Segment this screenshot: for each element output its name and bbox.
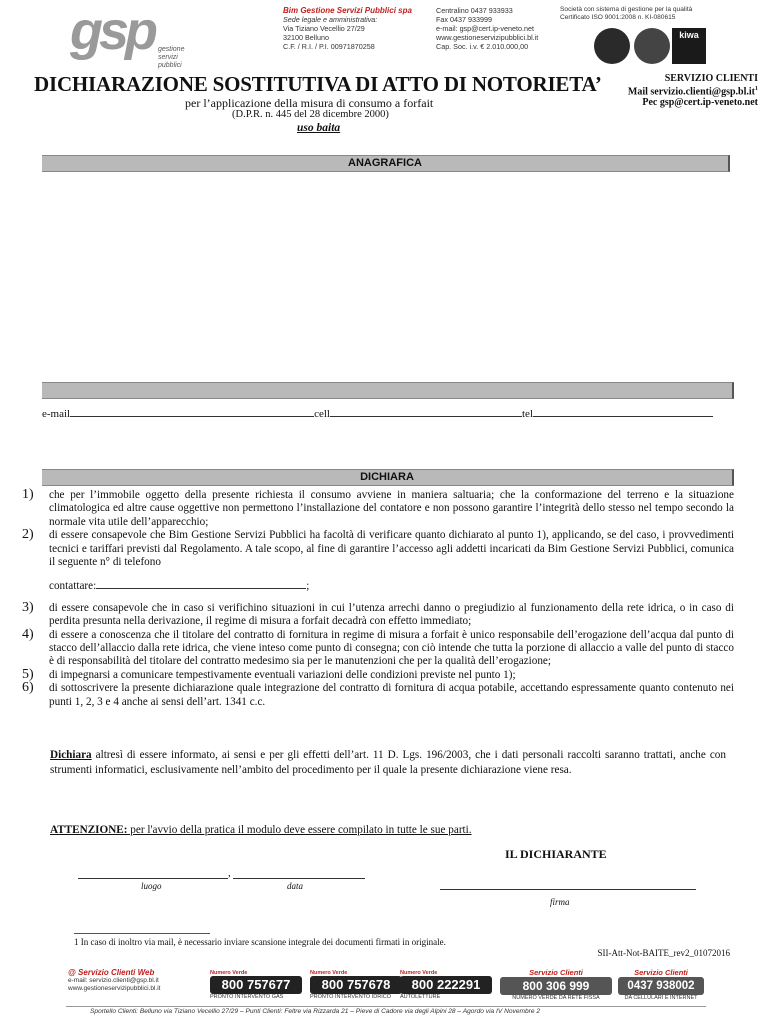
phone-contact-field[interactable] bbox=[96, 577, 306, 589]
document-code: SII-Att-Not-BAITE_rev2_01072016 bbox=[597, 948, 730, 958]
at-icon: @ bbox=[68, 968, 76, 977]
data-label: data bbox=[287, 881, 304, 891]
company-logo bbox=[62, 1, 212, 69]
usage-type: uso baita bbox=[297, 122, 341, 134]
footer-offices: Sportello Clienti: Belluno via Tiziano Vecellio 27/29 – Punti Clienti: Feltre via Rizzarda 21 – Pieve di Cadore via degli Alpini 28 – Agordo via IV Novembre 2 bbox=[90, 1008, 541, 1015]
attention-note: ATTENZIONE: per l'avvio della pratica il modulo deve essere compilato in tutte le sue parti. bbox=[50, 824, 472, 836]
contattare-row: contattare: ; bbox=[22, 577, 734, 593]
footer-web-email[interactable]: e-mail: servizio.clienti@gsp.bl.it bbox=[68, 977, 159, 984]
privacy-statement: Dichiara altresì di essere informato, ai sensi e per gli effetti dell’art. 11 D. Lgs. 196/2003, che i dati personali raccolti saranno trattati, anche con strumenti informatici, esclusivamente nell’ambito del procedimento per il quale la presente dichiarazione viene resa. bbox=[50, 749, 726, 776]
document-title: DICHIARAZIONE SOSTITUTIVA DI ATTO DI NOTORIETA’ bbox=[34, 72, 602, 96]
declarant-heading: IL DICHIARANTE bbox=[505, 847, 607, 861]
company-name: Bim Gestione Servizi Pubblici spa bbox=[283, 6, 412, 15]
service-pec[interactable]: Pec gsp@cert.ip-veneto.net bbox=[642, 97, 758, 109]
section-anagrafica: ANAGRAFICA bbox=[42, 155, 730, 172]
email-field[interactable] bbox=[70, 405, 314, 417]
document-subtitle: per l’applicazione della misura di consumo a forfait bbox=[185, 96, 434, 110]
kiwa-logo: kiwa bbox=[672, 28, 706, 64]
tel-field[interactable] bbox=[533, 405, 713, 417]
footer-divider bbox=[66, 1006, 706, 1007]
certification-seal-icon bbox=[634, 28, 670, 64]
luogo-label: luogo bbox=[141, 881, 162, 891]
firma-label: firma bbox=[550, 897, 570, 907]
footnote-divider bbox=[74, 933, 210, 934]
footer-number-landline: Servizio Clienti 800 306 999 NUMERO VERDE DA RETE FISSA bbox=[500, 968, 612, 1001]
list-item: 3) di essere consapevole che in caso si verifichino situazioni in cui l’utenza arrechi danno o pregiudizio al funzionamento della rete idrica, o in caso di perdita presunta nella derivazione, il regime di misura a forfait decadrà con effetto immediato; bbox=[22, 599, 734, 628]
signature-field[interactable] bbox=[440, 878, 696, 890]
footer-number-mobile: Servizio Clienti 0437 938002 DA CELLULARI E INTERNET bbox=[618, 968, 704, 1001]
footer-web-site[interactable]: www.gestioneservizipubblici.bl.it bbox=[68, 985, 161, 992]
accredia-seal-icon bbox=[594, 28, 630, 64]
section-divider-bar bbox=[42, 382, 734, 399]
section-dichiara: DICHIARA bbox=[42, 469, 734, 486]
declaration-list bbox=[22, 489, 734, 709]
legal-reference: (D.P.R. n. 445 del 28 dicembre 2000) bbox=[232, 109, 389, 120]
list-item: 5) di impegnarsi a comunicare tempestivamente eventuali variazioni delle condizioni previste nel punto 1); bbox=[22, 666, 516, 682]
list-item: 6) di sottoscrivere la presente dichiarazione quale integrazione del contratto di fornitura di acqua potabile, accettando espressamente quanto contenuto nei punti 1, 2, 3 e 4 anche ai sensi dell’art. 1341 c.c. bbox=[22, 680, 734, 708]
customer-service-box: SERVIZIO CLIENTI Mail $servizio.clienti@gsp.bl.it^1$ Pec gsp@cert.ip-veneto.net bbox=[627, 73, 758, 109]
logo-subtitle: gestione servizi pubblici bbox=[158, 46, 185, 69]
service-mail[interactable]: Mail servizio.clienti@gsp.bl.it bbox=[627, 86, 755, 98]
list-item: 2) di essere consapevole che Bim Gestione Servizi Pubblici ha facoltà di verificare quanto dichiarato al punto 1), applicando, se del caso, i provvedimenti tecnici e tariffari previsti dal Regolamento. A tale scopo, al fine di garantire l’accesso agli addetti incaricati da Bim Gestione Servizi Pubblici, comunica il seguente n° di telefono bbox=[22, 527, 734, 569]
company-contacts: Centralino 0437 933933 Fax 0437 933999 e-mail: gsp@cert.ip-veneto.net www.gestioneservizipubblici.bl.it Cap. Soc. i.v. € 2.010.000,00 bbox=[436, 6, 539, 51]
footer-number-gas: Numero Verde 800 757677 PRONTO INTERVENTO GAS bbox=[210, 970, 302, 1000]
certification-text: Società con sistema di gestione per la qualità Certificato ISO 9001:2008 n. KI-080615 bbox=[560, 6, 693, 21]
list-item: 1) che per l’immobile oggetto della presente richiesta il consumo avviene in maniera saltuaria; che la conformazione del terreno e la situazione climatologica ed altre cause oggettive non permettono l’installazione del contatore e non possono garantire l’integrità dello stesso nel tempo secondo la normale vita utile dell’apparecchio; bbox=[22, 487, 734, 528]
anagrafica-area[interactable] bbox=[42, 172, 728, 380]
cell-field[interactable] bbox=[330, 405, 522, 417]
contact-fields: e-mail cell tel bbox=[42, 405, 732, 420]
company-info: Bim Gestione Servizi Pubblici spa Sede legale e amministrativa: Via Tiziano Vecellio 27/29 32100 Belluno C.F. / R.I. / P.I. 00971870258 bbox=[283, 6, 412, 51]
data-field[interactable] bbox=[233, 867, 365, 879]
footer-number-water: Numero Verde 800 757678 PRONTO INTERVENTO IDRICO bbox=[310, 970, 402, 1000]
footer-web-contact: @ Servizio Clienti Web e-mail: servizio.clienti@gsp.bl.it www.gestioneservizipubblici.bl.it bbox=[68, 968, 208, 993]
luogo-field[interactable] bbox=[78, 867, 228, 879]
footer-number-readings: Numero Verde 800 222291 AUTOLETTURE bbox=[400, 970, 492, 1000]
logo-mark: gsp bbox=[70, 1, 155, 61]
footnote: 1 In caso di inoltro via mail, è necessario inviare scansione integrale dei documenti firmati in originale. bbox=[74, 937, 446, 947]
list-item: 4) di essere a conoscenza che il titolare del contratto di fornitura in regime di misura a forfait è unico responsabile dell’erogazione dell’acqua dal punto di stacco dell’allaccio dalla rete idrica, che viene inteso come punto di consegna; con ciò intende che tutta la porzione di allaccio a valle del punto di stacco è di responsabilità del titolare del contratto medesimo sia per le manutenzioni che per la qualità dell’erogazione; bbox=[22, 626, 734, 668]
